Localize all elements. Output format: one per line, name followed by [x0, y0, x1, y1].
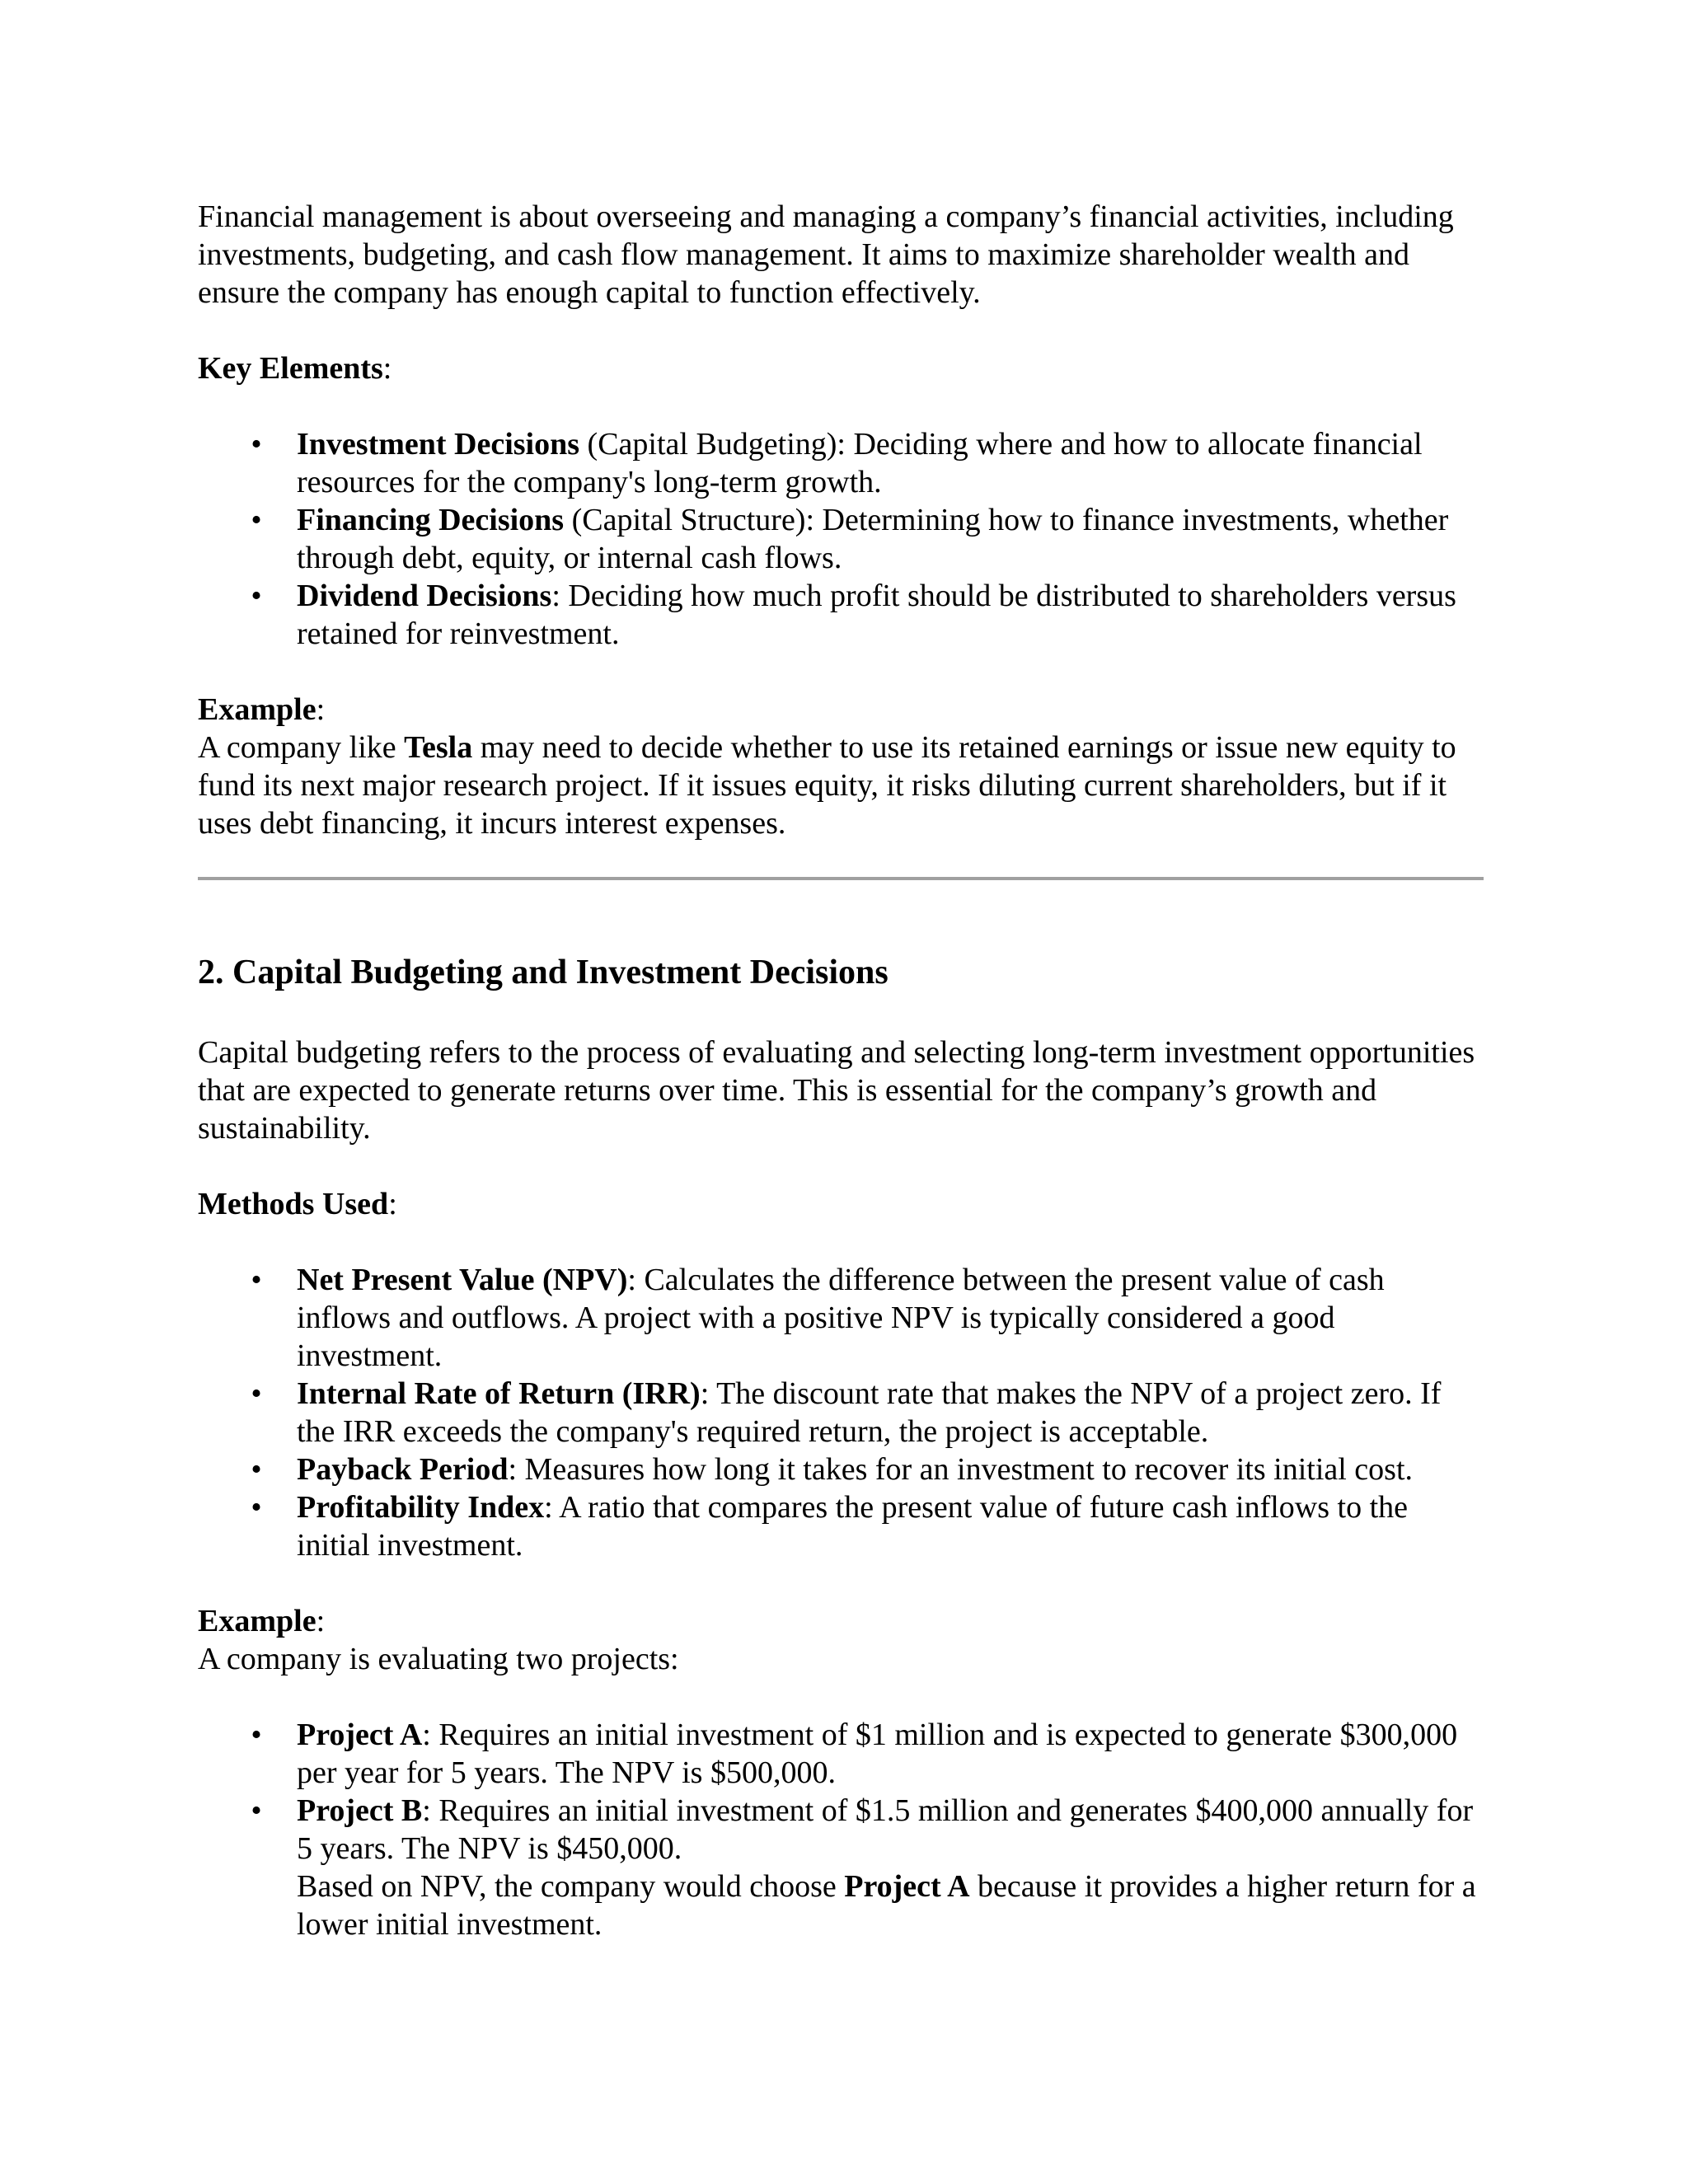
- list-item: [198, 1792, 1484, 1943]
- list-item: [198, 501, 1484, 577]
- section-paragraph: Capital budgeting refers to the process of evaluating and selecting long-term investment opportunities that are expected to generate returns over time. This is essential for the company’s growth and sustainability.: [198, 1035, 1475, 1146]
- list-item-text: (Capital Structure): Determining how to finance investments, whether through debt, equity, or internal cash flows.: [297, 503, 1449, 575]
- list-item-bold: Net Present Value (NPV): [297, 1263, 628, 1297]
- conclusion-text-after: because it provides a higher return for a lower initial investment.: [297, 1869, 1476, 1942]
- list-item-bold: Internal Rate of Return (IRR): [297, 1376, 701, 1411]
- bullet-icon: •: [251, 579, 262, 613]
- key-elements-heading: Key Elements:: [198, 351, 392, 386]
- bullet-icon: •: [251, 1793, 262, 1828]
- horizontal-divider: [198, 877, 1484, 880]
- bullet-icon: •: [251, 503, 262, 537]
- list-item-bold: Project A: [297, 1718, 423, 1752]
- intro-paragraph: Financial management is about overseeing and managing a company’s financial activities, including investments, budgeting, and cash flow management. It aims to maximize shareholder wealth and ensure the company has enough capital to function effectively.: [198, 199, 1454, 310]
- bullet-icon: •: [251, 1718, 262, 1752]
- list-item: [198, 1375, 1484, 1451]
- section-title: 2. Capital Budgeting and Investment Decisions: [198, 954, 889, 991]
- list-item: [198, 1488, 1484, 1564]
- list-item: [198, 425, 1484, 501]
- methods-heading-text: Methods Used: [198, 1187, 389, 1221]
- list-item-text: : Requires an initial investment of $1 million and is expected to generate $300,000 per year for 5 years. The NPV is $500,000.: [297, 1718, 1458, 1790]
- list-item-text: : The discount rate that makes the NPV of a project zero. If the IRR exceeds the company's required return, the project is acceptable.: [297, 1376, 1442, 1449]
- bullet-icon: •: [251, 1263, 262, 1297]
- example-intro: A company is evaluating two projects:: [198, 1642, 679, 1676]
- bullet-icon: •: [251, 427, 262, 462]
- example-heading-text: Example: [198, 692, 316, 727]
- methods-list: [198, 1261, 1484, 1564]
- example-bold-company: Tesla: [404, 730, 473, 765]
- bullet-icon: •: [251, 1490, 262, 1525]
- example-heading: Example:: [198, 1604, 326, 1638]
- list-item-bold: Financing Decisions: [297, 503, 565, 537]
- list-item-text: : A ratio that compares the present value of future cash inflows to the initial investment.: [297, 1490, 1408, 1563]
- document-page: [198, 198, 1484, 1943]
- list-item-text: : Calculates the difference between the present value of cash inflows and outflows. A project with a positive NPV is typically considered a good investment.: [297, 1263, 1385, 1373]
- key-elements-list: [198, 425, 1484, 653]
- example-paragraph: A company like Tesla may need to decide whether to use its retained earnings or issue new equity to fund its next major research project. If it issues equity, it risks diluting current shareholders, but if it uses debt financing, it incurs interest expenses.: [198, 730, 1456, 841]
- bullet-icon: •: [251, 1452, 262, 1487]
- list-item: [198, 1261, 1484, 1375]
- list-item-bold: Project B: [297, 1793, 423, 1828]
- list-item-text: : Deciding how much profit should be distributed to shareholders versus retained for reinvestment.: [297, 579, 1456, 651]
- methods-heading: Methods Used:: [198, 1187, 397, 1221]
- example-heading: Example:: [198, 692, 326, 727]
- list-item: [198, 1716, 1484, 1792]
- list-item-text: : Measures how long it takes for an investment to recover its initial cost.: [508, 1452, 1414, 1487]
- list-item: [198, 1451, 1484, 1488]
- list-item-bold: Profitability Index: [297, 1490, 545, 1525]
- list-item-bold: Investment Decisions: [297, 427, 580, 462]
- list-item-text: (Capital Budgeting): Deciding where and how to allocate financial resources for the company's long-term growth.: [297, 427, 1423, 499]
- list-item-bold: Dividend Decisions: [297, 579, 552, 613]
- conclusion-text: Based on NPV, the company would choose: [297, 1869, 845, 1904]
- bullet-icon: •: [251, 1376, 262, 1411]
- conclusion-bold: Project A: [844, 1869, 970, 1904]
- list-item-bold: Payback Period: [297, 1452, 509, 1487]
- example-heading-text: Example: [198, 1604, 316, 1638]
- projects-list: [198, 1716, 1484, 1943]
- list-item: [198, 577, 1484, 653]
- list-item-text: : Requires an initial investment of $1.5 million and generates $400,000 annually for 5 years. The NPV is $450,000.: [297, 1793, 1474, 1866]
- key-elements-heading-text: Key Elements: [198, 351, 383, 386]
